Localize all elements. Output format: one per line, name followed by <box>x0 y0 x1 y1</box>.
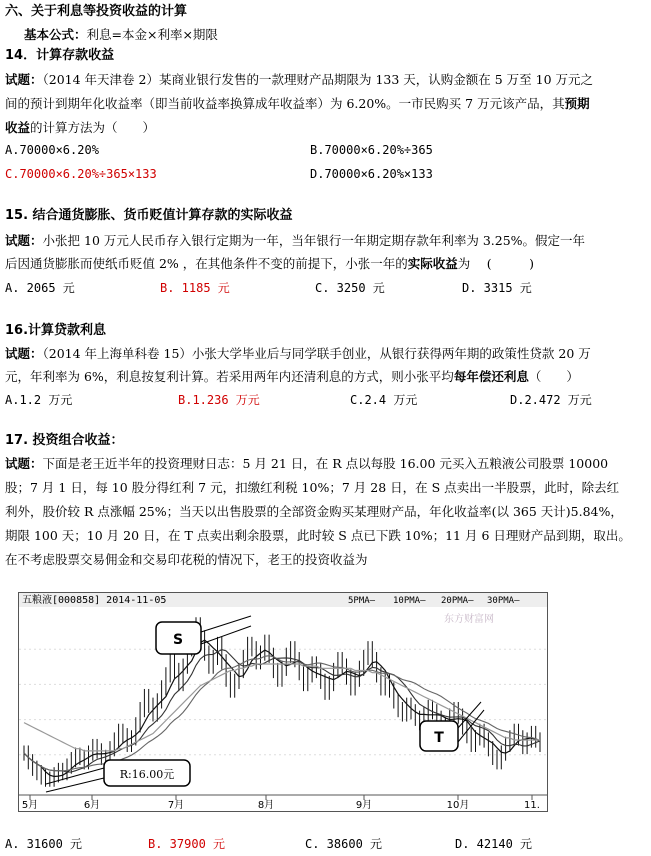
q17-line3: 利外，股价较 R 点涨幅 25%；当天以出售股票的全部资金购买某理财产品，年化收益率(以 365 天计)5.84%， <box>5 504 623 519</box>
callout-t-label: T <box>434 730 444 746</box>
callout-s-label: S <box>172 632 184 648</box>
legend-item-1: 5PMA— <box>348 596 376 606</box>
q17-label: 试题： <box>5 456 43 471</box>
q16-text2-end: （ ） <box>528 369 579 384</box>
stock-chart <box>18 592 548 812</box>
q17-line4: 期限 100 天；10 月 20 日，在 T 点卖出剩余股票，此时较 S 点已下跌 10%；11 月 6 日理财产品到期，取出。 <box>5 528 631 543</box>
formula-label: 基本公式： <box>24 27 87 42</box>
legend-item-2: 10PMA— <box>393 596 426 606</box>
q15-option-a: A. 2065 元 <box>5 281 75 295</box>
q17-option-b: B. 37900 元 <box>148 837 226 851</box>
chart-watermark: 东方财富网 <box>444 614 494 625</box>
q14-text3: 的计算方法为（ ） <box>30 120 156 135</box>
x-tick-label: 5月 <box>21 800 39 811</box>
q14-option-c: C.70000×6.20%÷365×133 <box>5 167 157 181</box>
q15-title: 15. 结合通货膨胀、货币贬值计算存款的实际收益 <box>5 208 293 223</box>
q16-title: 16.计算贷款利息 <box>5 323 107 338</box>
legend-item-3: 20PMA— <box>441 596 474 606</box>
q16-option-b: B.1.236 万元 <box>178 393 260 407</box>
q14-option-a: A.70000×6.20% <box>5 143 99 157</box>
q14-text2: 间的预计到期年化收益率（即当前收益率换算成年收益率）为 6.20%。一市民购买 7 万元该产品，其 <box>5 96 565 111</box>
q15-text2: 后因通货膨胀而使纸币贬值 2% ，在其他条件不变的前提下，小张一年的 <box>5 256 408 271</box>
q15-text1: 小张把 10 万元人民币存入银行定期为一年，当年银行一年期定期存款年利率为 3.25%。假定一年 <box>42 233 586 248</box>
q14-option-d: D.70000×6.20%×133 <box>310 167 433 181</box>
x-tick-label: 9月 <box>355 800 373 811</box>
q14-line3 <box>5 119 155 137</box>
q17-title: 17. 投资组合收益： <box>5 433 124 448</box>
formula: 利息=本金×利率×期限 <box>86 27 218 42</box>
x-tick-label: 8月 <box>257 800 275 811</box>
section-title: 六、关于利息等投资收益的计算 <box>5 4 188 19</box>
q14-text1: （2014 年天津卷 2）某商业银行发售的一款理财产品期限为 133 天，认购金额在 5 万至 10 万元之 <box>42 72 594 87</box>
q14-option-b: B.70000×6.20%÷365 <box>310 143 433 157</box>
q16-option-a: A.1.2 万元 <box>5 393 73 407</box>
q16-label: 试题： <box>5 346 43 361</box>
q16-text2: 元，年利率为 6%，利息按复利计算。若采用两年内还清利息的方式，则小张平均 <box>5 369 454 384</box>
q14-line1 <box>5 71 593 89</box>
q15-line1 <box>5 232 585 250</box>
q17-line5: 在不考虑股票交易佣金和交易印花税的情况下，老王的投资收益为 <box>5 552 368 567</box>
q16-option-c: C.2.4 万元 <box>350 393 418 407</box>
q14-text3-bold: 收益 <box>5 120 31 135</box>
q15-label: 试题： <box>5 233 43 248</box>
q16-line1 <box>5 345 591 363</box>
q15-option-c: C. 3250 元 <box>315 281 385 295</box>
x-tick-label: 6月 <box>83 800 101 811</box>
q15-text2-end: 为 ( ) <box>457 256 535 271</box>
x-tick-label: 10月 <box>446 800 470 811</box>
q14-line2 <box>5 95 590 113</box>
q16-option-d: D.2.472 万元 <box>510 393 592 407</box>
q14-title: 14．计算存款收益 <box>5 48 115 63</box>
q15-line2 <box>5 255 534 273</box>
formula-line <box>24 26 218 44</box>
x-tick-label: 11. <box>524 800 540 811</box>
callout-r-label: R:16.00元 <box>119 768 175 781</box>
legend-item-4: 30PMA— <box>487 596 520 606</box>
chart-frame <box>19 593 548 812</box>
chart-title: 五粮液[000858] 2014-11-05 <box>22 595 167 606</box>
q16-text1: （2014 年上海单科卷 15）小张大学毕业后与同学联手创业，从银行获得两年期的政策性贷款 20 万 <box>42 346 591 361</box>
q15-option-d: D. 3315 元 <box>462 281 532 295</box>
q16-line2 <box>5 368 579 386</box>
q17-line1 <box>5 455 608 473</box>
q14-label: 试题： <box>5 72 43 87</box>
q15-option-b: B. 1185 元 <box>160 281 230 295</box>
q17-text1: 下面是老王近半年的投资理财日志：5 月 21 日，在 R 点以每股 16.00 元买入五粮液公司股票 10000 <box>42 456 609 471</box>
q17-option-a: A. 31600 元 <box>5 837 83 851</box>
q17-option-d: D. 42140 元 <box>455 837 533 851</box>
q17-line2: 股；7 月 1 日，每 10 股分得红利 7 元，扣缴红利税 10%；7 月 28 日，在 S 点卖出一半股票，此时，除去红 <box>5 480 620 495</box>
q16-text2-bold: 每年偿还利息 <box>453 369 529 384</box>
q14-text2-bold: 预期 <box>564 96 590 111</box>
q17-option-c: C. 38600 元 <box>305 837 383 851</box>
q15-text2-bold: 实际收益 <box>407 256 458 271</box>
x-tick-label: 7月 <box>167 800 185 811</box>
